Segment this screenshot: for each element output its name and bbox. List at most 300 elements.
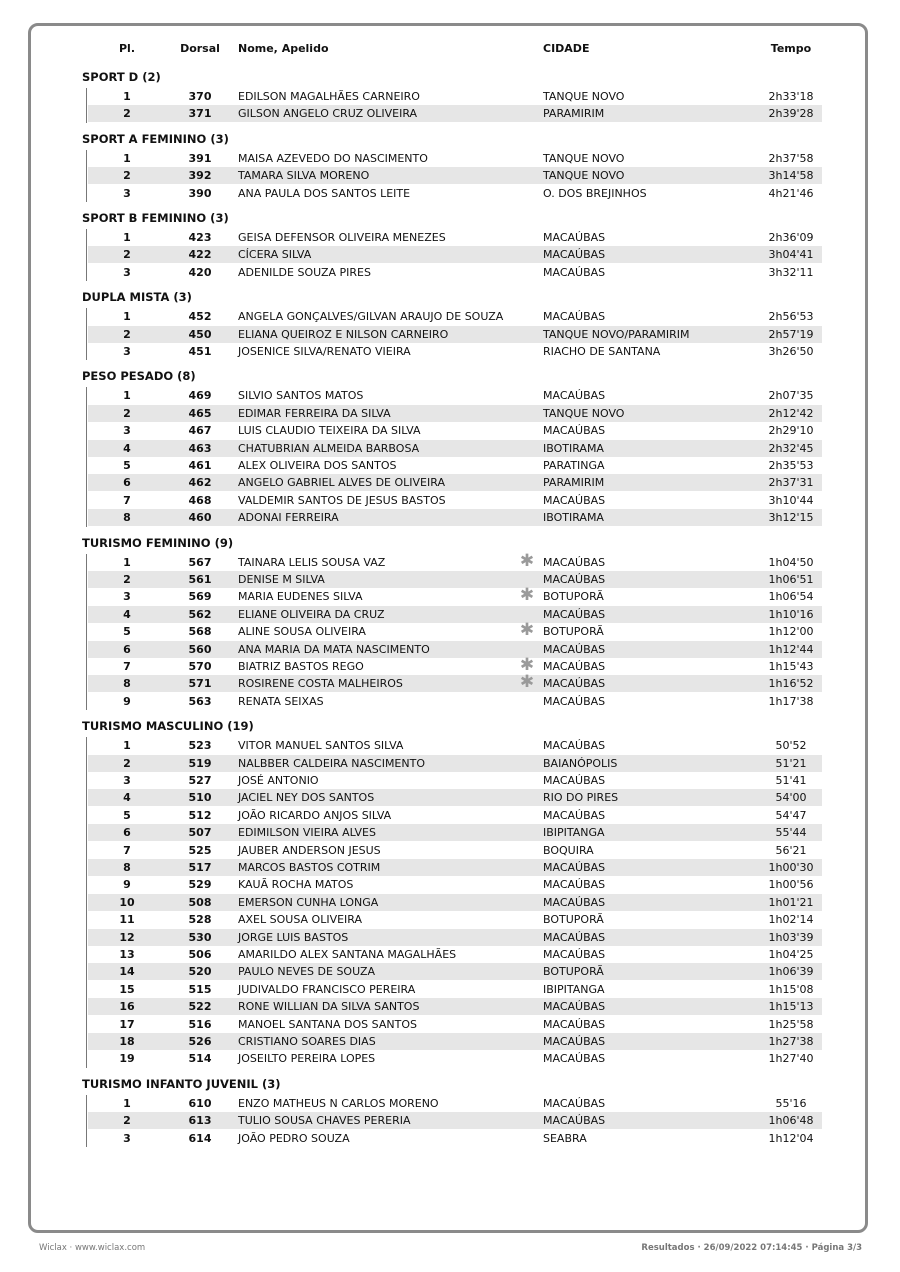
result-row bbox=[88, 672, 822, 693]
time-cell: 3h04'41 bbox=[768, 248, 814, 262]
result-row bbox=[88, 1050, 822, 1067]
place-cell: 1 bbox=[123, 90, 131, 103]
city-cell: PARAMIRIM bbox=[543, 107, 605, 121]
city-cell: MACAÚBAS bbox=[543, 739, 606, 753]
place-cell: 8 bbox=[123, 511, 131, 525]
time-cell: 3h32'11 bbox=[768, 265, 814, 279]
category-title: TURISMO INFANTO JUVENIL (3) bbox=[82, 1076, 281, 1091]
name-cell: JOSENICE SILVA/RENATO VIEIRA bbox=[238, 345, 411, 358]
name-cell: JOSÉ ANTONIO bbox=[238, 774, 319, 787]
result-row bbox=[88, 946, 822, 963]
name-cell: VITOR MANUEL SANTOS SILVA bbox=[238, 739, 404, 753]
dorsal-cell: 525 bbox=[188, 843, 212, 857]
city-cell: PARAMIRIM bbox=[543, 476, 605, 490]
result-row bbox=[88, 963, 822, 980]
dorsal-cell: 567 bbox=[188, 555, 212, 569]
time-cell: 54'00 bbox=[775, 791, 807, 805]
dorsal-cell: 391 bbox=[188, 151, 212, 165]
place-cell: 1 bbox=[123, 1096, 131, 1110]
header-time: Tempo bbox=[770, 42, 812, 55]
place-cell: 6 bbox=[123, 642, 131, 656]
city-cell: MACAÚBAS bbox=[543, 607, 606, 621]
place-cell: 8 bbox=[123, 861, 131, 874]
result-row bbox=[88, 1130, 822, 1147]
group-divider bbox=[86, 229, 87, 281]
result-row bbox=[88, 492, 822, 509]
dorsal-cell: 452 bbox=[188, 310, 212, 324]
time-cell: 1h03'39 bbox=[768, 930, 814, 944]
place-cell: 18 bbox=[119, 1035, 135, 1048]
name-cell: JOÃO RICARDO ANJOS SILVA bbox=[238, 808, 392, 822]
city-cell: MACAÚBAS bbox=[543, 948, 606, 961]
city-cell: TANQUE NOVO bbox=[543, 169, 625, 183]
place-cell: 11 bbox=[119, 913, 135, 927]
city-cell: MACAÚBAS bbox=[543, 248, 606, 262]
name-cell: JACIEL NEY DOS SANTOS bbox=[238, 791, 375, 805]
result-row bbox=[88, 876, 822, 893]
time-cell: 2h07'35 bbox=[768, 389, 814, 403]
place-cell: 10 bbox=[119, 895, 135, 909]
name-cell: PAULO NEVES DE SOUZA bbox=[238, 965, 376, 979]
place-cell: 3 bbox=[123, 265, 131, 279]
dorsal-cell: 392 bbox=[188, 169, 212, 183]
place-cell: 2 bbox=[123, 169, 131, 183]
category-title: PESO PESADO (8) bbox=[82, 369, 196, 384]
dorsal-cell: 563 bbox=[188, 694, 212, 708]
place-cell: 2 bbox=[123, 573, 131, 586]
place-cell: 1 bbox=[123, 389, 131, 403]
city-cell: TANQUE NOVO bbox=[543, 90, 625, 103]
name-cell: CÍCERA SILVA bbox=[238, 248, 312, 262]
result-row bbox=[88, 998, 822, 1015]
name-cell: JUDIVALDO FRANCISCO PEREIRA bbox=[238, 982, 416, 996]
dorsal-cell: 613 bbox=[188, 1114, 212, 1128]
place-cell: 16 bbox=[119, 1000, 135, 1014]
city-cell: TANQUE NOVO bbox=[543, 406, 625, 420]
name-cell: EDIMILSON VIEIRA ALVES bbox=[238, 826, 376, 840]
city-cell: MACAÚBAS bbox=[543, 1000, 606, 1014]
dorsal-cell: 568 bbox=[188, 625, 212, 639]
name-cell: LUIS CLAUDIO TEIXEIRA DA SILVA bbox=[238, 424, 421, 438]
time-cell: 1h06'48 bbox=[768, 1114, 814, 1128]
result-row bbox=[88, 807, 822, 824]
place-cell: 3 bbox=[123, 186, 131, 200]
dorsal-cell: 610 bbox=[188, 1096, 212, 1110]
dorsal-cell: 569 bbox=[188, 590, 212, 604]
city-cell: BOQUIRA bbox=[543, 843, 594, 857]
time-cell: 1h25'58 bbox=[768, 1017, 814, 1031]
result-row bbox=[88, 842, 822, 859]
city-cell: MACAÚBAS bbox=[543, 573, 606, 586]
city-cell: BOTUPORÃ bbox=[543, 625, 604, 639]
city-cell: RIACHO DE SANTANA bbox=[543, 345, 661, 358]
time-cell: 2h32'45 bbox=[768, 441, 814, 455]
header-name: Nome, Apelido bbox=[238, 42, 329, 55]
dorsal-cell: 512 bbox=[188, 808, 212, 822]
place-cell: 8 bbox=[123, 677, 131, 691]
place-cell: 3 bbox=[123, 774, 131, 787]
place-cell: 2 bbox=[123, 1114, 131, 1128]
city-cell: MACAÚBAS bbox=[543, 878, 606, 892]
dorsal-cell: 506 bbox=[188, 948, 212, 961]
name-cell: MAISA AZEVEDO DO NASCIMENTO bbox=[238, 151, 428, 165]
place-cell: 3 bbox=[123, 1131, 131, 1145]
name-cell: VALDEMIR SANTOS DE JESUS BASTOS bbox=[238, 493, 446, 507]
city-cell: MACAÚBAS bbox=[543, 310, 606, 324]
dorsal-cell: 570 bbox=[188, 660, 212, 673]
header-dorsal: Dorsal bbox=[180, 42, 220, 55]
dorsal-cell: 463 bbox=[188, 441, 212, 455]
name-cell: ADENILDE SOUZA PIRES bbox=[238, 265, 371, 279]
result-row bbox=[88, 246, 822, 263]
dorsal-cell: 507 bbox=[188, 826, 212, 840]
city-cell: MACAÚBAS bbox=[543, 642, 606, 656]
city-cell: MACAÚBAS bbox=[543, 861, 606, 874]
city-cell: BOTUPORÃ bbox=[543, 965, 604, 979]
place-cell: 1 bbox=[123, 739, 131, 753]
name-cell: JORGE LUIS BASTOS bbox=[238, 930, 349, 944]
dorsal-cell: 528 bbox=[188, 913, 212, 927]
dorsal-cell: 516 bbox=[188, 1017, 212, 1031]
dorsal-cell: 420 bbox=[188, 265, 212, 279]
city-cell: MACAÚBAS bbox=[543, 930, 606, 944]
result-row bbox=[88, 737, 822, 754]
name-cell: JOSEILTO PEREIRA LOPES bbox=[238, 1052, 376, 1066]
dorsal-cell: 527 bbox=[188, 774, 212, 787]
city-cell: MACAÚBAS bbox=[543, 1096, 606, 1110]
place-cell: 13 bbox=[119, 948, 135, 961]
dorsal-cell: 561 bbox=[188, 573, 212, 586]
time-cell: 4h21'46 bbox=[768, 186, 814, 200]
time-cell: 1h12'00 bbox=[768, 625, 814, 639]
time-cell: 2h56'53 bbox=[768, 310, 814, 324]
dorsal-cell: 450 bbox=[188, 327, 212, 341]
dorsal-cell: 461 bbox=[188, 459, 212, 472]
result-row bbox=[88, 105, 822, 122]
category-title: TURISMO FEMININO (9) bbox=[82, 535, 234, 550]
name-cell: RONE WILLIAN DA SILVA SANTOS bbox=[238, 1000, 420, 1014]
city-cell: BOTUPORÃ bbox=[543, 913, 604, 927]
time-cell: 3h14'58 bbox=[768, 169, 814, 183]
dorsal-cell: 529 bbox=[188, 878, 212, 892]
time-cell: 2h37'31 bbox=[768, 476, 814, 490]
result-row bbox=[88, 772, 822, 789]
name-cell: EMERSON CUNHA LONGA bbox=[238, 895, 379, 909]
result-row bbox=[88, 693, 822, 710]
dorsal-cell: 519 bbox=[188, 756, 212, 770]
asterisk-icon: ✱ bbox=[519, 620, 535, 641]
result-row bbox=[88, 655, 822, 675]
name-cell: EDILSON MAGALHÃES CARNEIRO bbox=[238, 90, 420, 103]
name-cell: GEISA DEFENSOR OLIVEIRA MENEZES bbox=[238, 231, 446, 244]
place-cell: 7 bbox=[123, 660, 131, 673]
dorsal-cell: 560 bbox=[188, 642, 212, 656]
time-cell: 1h04'50 bbox=[768, 555, 814, 569]
dorsal-cell: 469 bbox=[188, 389, 212, 403]
name-cell: MARIA EUDENES SILVA bbox=[238, 590, 363, 604]
time-cell: 56'21 bbox=[775, 843, 807, 857]
time-cell: 3h10'44 bbox=[768, 493, 814, 507]
dorsal-cell: 370 bbox=[188, 90, 212, 103]
name-cell: ANA PAULA DOS SANTOS LEITE bbox=[238, 186, 411, 200]
dorsal-cell: 530 bbox=[188, 930, 212, 944]
result-row bbox=[88, 859, 822, 876]
group-divider bbox=[86, 308, 87, 360]
time-cell: 1h06'51 bbox=[768, 573, 814, 586]
place-cell: 1 bbox=[123, 151, 131, 165]
dorsal-cell: 423 bbox=[188, 231, 212, 244]
name-cell: SILVIO SANTOS MATOS bbox=[238, 389, 364, 403]
name-cell: BIATRIZ BASTOS REGO bbox=[238, 660, 364, 673]
place-cell: 17 bbox=[119, 1017, 135, 1031]
result-row bbox=[88, 894, 822, 911]
city-cell: O. DOS BREJINHOS bbox=[543, 186, 647, 200]
time-cell: 1h15'13 bbox=[768, 1000, 814, 1014]
city-cell: MACAÚBAS bbox=[543, 660, 606, 673]
time-cell: 2h12'42 bbox=[768, 406, 814, 420]
dorsal-cell: 520 bbox=[188, 965, 212, 979]
dorsal-cell: 526 bbox=[188, 1035, 212, 1048]
result-row bbox=[88, 620, 822, 641]
result-row bbox=[88, 550, 822, 571]
place-cell: 6 bbox=[123, 476, 131, 490]
city-cell: MACAÚBAS bbox=[543, 895, 606, 909]
dorsal-cell: 422 bbox=[188, 248, 212, 262]
city-cell: IBIPITANGA bbox=[543, 982, 605, 996]
time-cell: 1h04'25 bbox=[768, 948, 814, 961]
result-row bbox=[88, 150, 822, 167]
time-cell: 2h29'10 bbox=[768, 424, 814, 438]
city-cell: PARATINGA bbox=[543, 459, 605, 472]
time-cell: 1h06'54 bbox=[768, 590, 814, 604]
result-row bbox=[88, 911, 822, 928]
result-row bbox=[88, 308, 822, 325]
place-cell: 5 bbox=[123, 625, 131, 639]
result-row bbox=[88, 571, 822, 588]
name-cell: RENATA SEIXAS bbox=[238, 694, 324, 708]
name-cell: MARCOS BASTOS COTRIM bbox=[238, 861, 381, 874]
name-cell: AMARILDO ALEX SANTANA MAGALHÃES bbox=[238, 948, 457, 961]
name-cell: EDIMAR FERREIRA DA SILVA bbox=[238, 406, 391, 420]
city-cell: BOTUPORÃ bbox=[543, 590, 604, 604]
time-cell: 2h39'28 bbox=[768, 107, 814, 121]
city-cell: IBOTIRAMA bbox=[543, 511, 604, 525]
time-cell: 1h27'38 bbox=[768, 1035, 814, 1048]
time-cell: 1h06'39 bbox=[768, 965, 814, 979]
result-row bbox=[88, 422, 822, 439]
dorsal-cell: 614 bbox=[188, 1131, 212, 1145]
result-row bbox=[88, 929, 822, 946]
time-cell: 2h35'53 bbox=[768, 459, 814, 472]
category-title: SPORT B FEMININO (3) bbox=[82, 211, 229, 225]
result-row bbox=[88, 229, 822, 246]
name-cell: GILSON ANGELO CRUZ OLIVEIRA bbox=[238, 107, 418, 121]
result-row bbox=[88, 440, 822, 457]
group-divider bbox=[86, 150, 87, 202]
dorsal-cell: 371 bbox=[188, 107, 212, 121]
result-row bbox=[88, 1033, 822, 1050]
city-cell: MACAÚBAS bbox=[543, 555, 606, 569]
dorsal-cell: 522 bbox=[188, 1000, 212, 1014]
group-divider bbox=[86, 387, 87, 526]
name-cell: TAMARA SILVA MORENO bbox=[238, 169, 370, 183]
place-cell: 2 bbox=[123, 107, 131, 121]
time-cell: 2h37'58 bbox=[768, 151, 814, 165]
city-cell: MACAÚBAS bbox=[543, 231, 606, 244]
result-row bbox=[88, 387, 822, 404]
city-cell: MACAÚBAS bbox=[543, 1017, 606, 1031]
time-cell: 1h01'21 bbox=[768, 895, 814, 909]
dorsal-cell: 462 bbox=[188, 476, 212, 490]
city-cell: SEABRA bbox=[543, 1131, 587, 1145]
name-cell: ALEX OLIVEIRA DOS SANTOS bbox=[238, 459, 397, 472]
city-cell: IBIPITANGA bbox=[543, 826, 605, 840]
name-cell: TULIO SOUSA CHAVES PERERIA bbox=[238, 1114, 411, 1128]
city-cell: IBOTIRAMA bbox=[543, 441, 604, 455]
result-row bbox=[88, 789, 822, 806]
name-cell: ROSIRENE COSTA MALHEIROS bbox=[238, 677, 403, 691]
place-cell: 4 bbox=[123, 607, 131, 621]
place-cell: 9 bbox=[123, 878, 131, 892]
city-cell: TANQUE NOVO bbox=[543, 151, 625, 165]
dorsal-cell: 562 bbox=[188, 607, 212, 621]
group-divider bbox=[86, 737, 87, 1068]
dorsal-cell: 515 bbox=[188, 982, 212, 996]
name-cell: ANA MARIA DA MATA NASCIMENTO bbox=[238, 642, 430, 656]
place-cell: 9 bbox=[123, 694, 131, 708]
result-row bbox=[88, 343, 822, 360]
time-cell: 1h15'08 bbox=[768, 982, 814, 996]
result-row bbox=[88, 167, 822, 184]
place-cell: 15 bbox=[119, 982, 135, 996]
time-cell: 1h17'38 bbox=[768, 694, 814, 708]
result-row bbox=[88, 1112, 822, 1129]
result-row bbox=[88, 457, 822, 474]
category-title: DUPLA MISTA (3) bbox=[82, 290, 192, 305]
result-row bbox=[88, 88, 822, 105]
name-cell: TAINARA LELIS SOUSA VAZ bbox=[238, 555, 386, 569]
time-cell: 1h12'04 bbox=[768, 1131, 814, 1145]
dorsal-cell: 460 bbox=[188, 511, 212, 525]
name-cell: ANGELO GABRIEL ALVES DE OLIVEIRA bbox=[238, 476, 445, 490]
place-cell: 7 bbox=[123, 843, 131, 857]
place-cell: 4 bbox=[123, 791, 131, 805]
time-cell: 2h33'18 bbox=[768, 90, 814, 103]
place-cell: 4 bbox=[123, 441, 131, 455]
group-divider bbox=[86, 1095, 87, 1147]
time-cell: 50'52 bbox=[775, 739, 807, 753]
name-cell: ALINE SOUSA OLIVEIRA bbox=[238, 625, 366, 639]
asterisk-icon: ✱ bbox=[519, 655, 535, 675]
city-cell: MACAÚBAS bbox=[543, 774, 606, 787]
city-cell: MACAÚBAS bbox=[543, 265, 606, 279]
time-cell: 1h16'52 bbox=[768, 677, 814, 691]
result-row bbox=[88, 585, 822, 606]
time-cell: 3h12'15 bbox=[768, 511, 814, 525]
name-cell: MANOEL SANTANA DOS SANTOS bbox=[238, 1017, 417, 1031]
place-cell: 7 bbox=[123, 493, 131, 507]
place-cell: 14 bbox=[119, 965, 135, 979]
footer-left: Wiclax · www.wiclax.com bbox=[39, 1243, 146, 1253]
name-cell: ANGELA GONÇALVES/GILVAN ARAUJO DE SOUZA bbox=[238, 310, 504, 324]
result-row bbox=[88, 185, 822, 202]
result-row bbox=[88, 981, 822, 998]
dorsal-cell: 514 bbox=[188, 1052, 212, 1066]
city-cell: TANQUE NOVO/PARAMIRIM bbox=[543, 327, 690, 341]
header-pl: Pl. bbox=[118, 42, 135, 55]
place-cell: 1 bbox=[123, 231, 131, 244]
result-row bbox=[88, 326, 822, 343]
name-cell: KAUÃ ROCHA MATOS bbox=[238, 878, 354, 892]
result-row bbox=[88, 474, 822, 491]
asterisk-icon: ✱ bbox=[519, 672, 535, 693]
result-row bbox=[88, 755, 822, 772]
place-cell: 12 bbox=[119, 930, 135, 944]
city-cell: MACAÚBAS bbox=[543, 694, 606, 708]
time-cell: 51'21 bbox=[775, 756, 807, 770]
place-cell: 2 bbox=[123, 248, 131, 262]
place-cell: 3 bbox=[123, 345, 131, 358]
time-cell: 1h10'16 bbox=[768, 607, 814, 621]
time-cell: 3h26'50 bbox=[768, 345, 814, 358]
place-cell: 1 bbox=[123, 555, 131, 569]
name-cell: JAUBER ANDERSON JESUS bbox=[238, 843, 381, 857]
time-cell: 55'16 bbox=[775, 1096, 807, 1110]
dorsal-cell: 571 bbox=[188, 677, 212, 691]
place-cell: 3 bbox=[123, 590, 131, 604]
group-divider bbox=[86, 554, 87, 711]
time-cell: 2h36'09 bbox=[768, 231, 814, 244]
result-row bbox=[88, 509, 822, 526]
name-cell: CRISTIANO SOARES DIAS bbox=[238, 1035, 376, 1048]
time-cell: 1h12'44 bbox=[768, 642, 814, 656]
city-cell: MACAÚBAS bbox=[543, 677, 606, 691]
dorsal-cell: 517 bbox=[188, 861, 212, 874]
time-cell: 1h02'14 bbox=[768, 913, 814, 927]
place-cell: 3 bbox=[123, 424, 131, 438]
name-cell: ADONAI FERREIRA bbox=[238, 511, 339, 525]
city-cell: MACAÚBAS bbox=[543, 493, 606, 507]
name-cell: NALBBER CALDEIRA NASCIMENTO bbox=[238, 756, 425, 770]
name-cell: DENISE M SILVA bbox=[238, 573, 325, 586]
place-cell: 2 bbox=[123, 406, 131, 420]
result-row bbox=[88, 1016, 822, 1033]
place-cell: 2 bbox=[123, 327, 131, 341]
city-cell: MACAÚBAS bbox=[543, 1114, 606, 1128]
time-cell: 51'41 bbox=[775, 774, 807, 787]
name-cell: ELIANE OLIVEIRA DA CRUZ bbox=[238, 607, 385, 621]
result-row bbox=[88, 606, 822, 623]
dorsal-cell: 508 bbox=[188, 895, 212, 909]
category-title: SPORT A FEMININO (3) bbox=[82, 131, 229, 146]
time-cell: 2h57'19 bbox=[768, 327, 814, 341]
time-cell: 1h15'43 bbox=[768, 660, 814, 673]
dorsal-cell: 451 bbox=[188, 345, 212, 358]
name-cell: CHATUBRIAN ALMEIDA BARBOSA bbox=[238, 441, 420, 455]
place-cell: 5 bbox=[123, 808, 131, 822]
place-cell: 2 bbox=[123, 756, 131, 770]
city-cell: MACAÚBAS bbox=[543, 424, 606, 438]
city-cell: MACAÚBAS bbox=[543, 1052, 606, 1066]
dorsal-cell: 467 bbox=[188, 424, 212, 438]
category-title: TURISMO MASCULINO (19) bbox=[82, 719, 254, 734]
result-row bbox=[88, 1095, 822, 1112]
city-cell: MACAÚBAS bbox=[543, 1035, 606, 1048]
dorsal-cell: 468 bbox=[188, 493, 212, 507]
place-cell: 5 bbox=[123, 459, 131, 472]
city-cell: RIO DO PIRES bbox=[543, 791, 619, 805]
dorsal-cell: 390 bbox=[188, 186, 212, 200]
